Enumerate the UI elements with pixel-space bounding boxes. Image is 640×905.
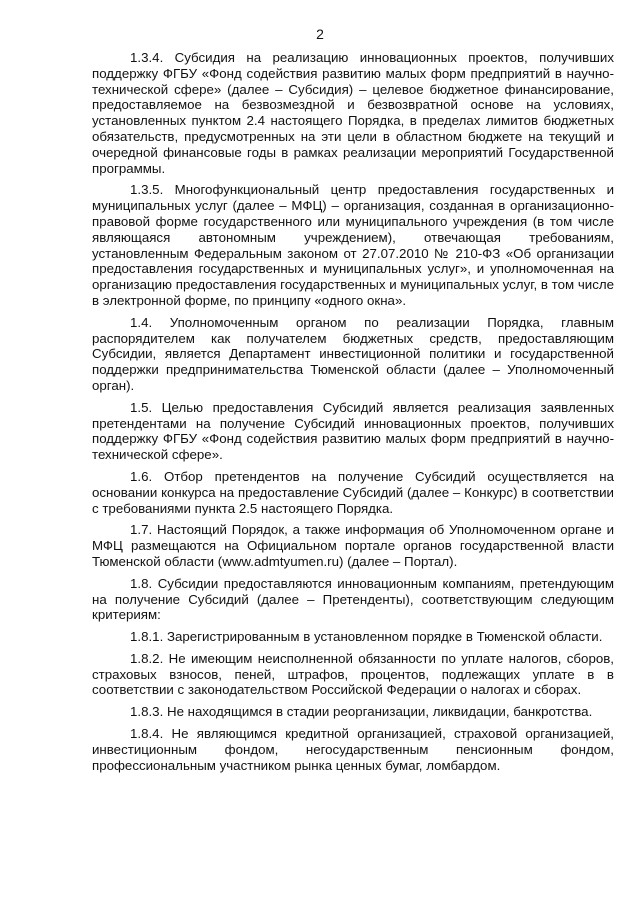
paragraph-1-7: 1.7. Настоящий Порядок, а также информация об Уполномоченном органе и МФЦ размещаются на Официальном портале органов государственной власти Тюменской области (www.admtyumen.ru) (далее – Портал).: [92, 522, 614, 569]
document-body: [92, 50, 614, 779]
paragraph-1-8-2: 1.8.2. Не имеющим неисполненной обязанности по уплате налогов, сборов, страховых взносов, пеней, штрафов, процентов, подлежащих уплате в в соответствии с законодательством Российской Федерации о налогах и сборах.: [92, 650, 614, 698]
paragraph-1-8: 1.8. Субсидии предоставляются инновационным компаниям, претендующим на получение Субсидий (далее – Претенденты), соответствующим следующим критериям:: [92, 575, 614, 623]
paragraph-1-4: 1.4. Уполномоченным органом по реализации Порядка, главным распорядителем как получателем бюджетных средств, предоставляющим Субсидии, является Департамент инвестиционной политики и государственной поддержки предпринимательства Тюменской области (далее – Уполномоченный орган).: [92, 314, 614, 393]
page-number: 2: [316, 26, 324, 42]
paragraph-1-8-1: 1.8.1. Зарегистрированным в установленном порядке в Тюменской области.: [130, 629, 603, 645]
paragraph-1-8-4: 1.8.4. Не являющимся кредитной организацией, страховой организацией, инвестиционным фондом, негосударственным пенсионным фондом, профессиональным участником рынка ценных бумаг, ломбардом.: [92, 726, 614, 773]
paragraph-1-8-3: 1.8.3. Не находящимся в стадии реорганизации, ликвидации, банкротства.: [130, 704, 593, 720]
paragraph-1-3-4: 1.3.4. Субсидия на реализацию инновационных проектов, получивших поддержку ФГБУ «Фонд содействия развитию малых форм предприятий в научно-технической сфере» (далее – Субсидия) – целевое бюджетное финансирование, предоставляемое на безвозмездной и безвозвратной основе на условиях, установленных пунктом 2.4 настоящего Порядка, в пределах лимитов бюджетных обязательств, предусмотренных на эти цели в областном бюджете на текущий и очередной финансовые годы в рамках реализации мероприятий Государственной программы.: [92, 50, 614, 176]
paragraph-1-6: 1.6. Отбор претендентов на получение Субсидий осуществляется на основании конкурса на предоставление Субсидий (далее – Конкурс) в соответствии с требованиями пункта 2.5 настоящего Порядка.: [92, 468, 614, 516]
paragraph-1-3-5: 1.3.5. Многофункциональный центр предоставления государственных и муниципальных услуг (далее – МФЦ) – организация, созданная в организационно-правовой форме государственного или муниципального учреждения (в том числе являющаяся автономным учреждением), отвечающая требованиям, установленным Федеральным законом от 27.07.2010 № 210-ФЗ «Об организации предоставления государственных и муниципальных услуг», и уполномоченная на организацию предоставления государственных и муниципальных услуг, в том числе в электронной форме, по принципу «одного окна».: [92, 182, 614, 308]
paragraph-1-5: 1.5. Целью предоставления Субсидий является реализация заявленных претендентами на получение Субсидий инновационных проектов, получивших поддержку ФГБУ «Фонд содействия развитию малых форм предприятий в научно-технической сфере».: [92, 399, 614, 463]
